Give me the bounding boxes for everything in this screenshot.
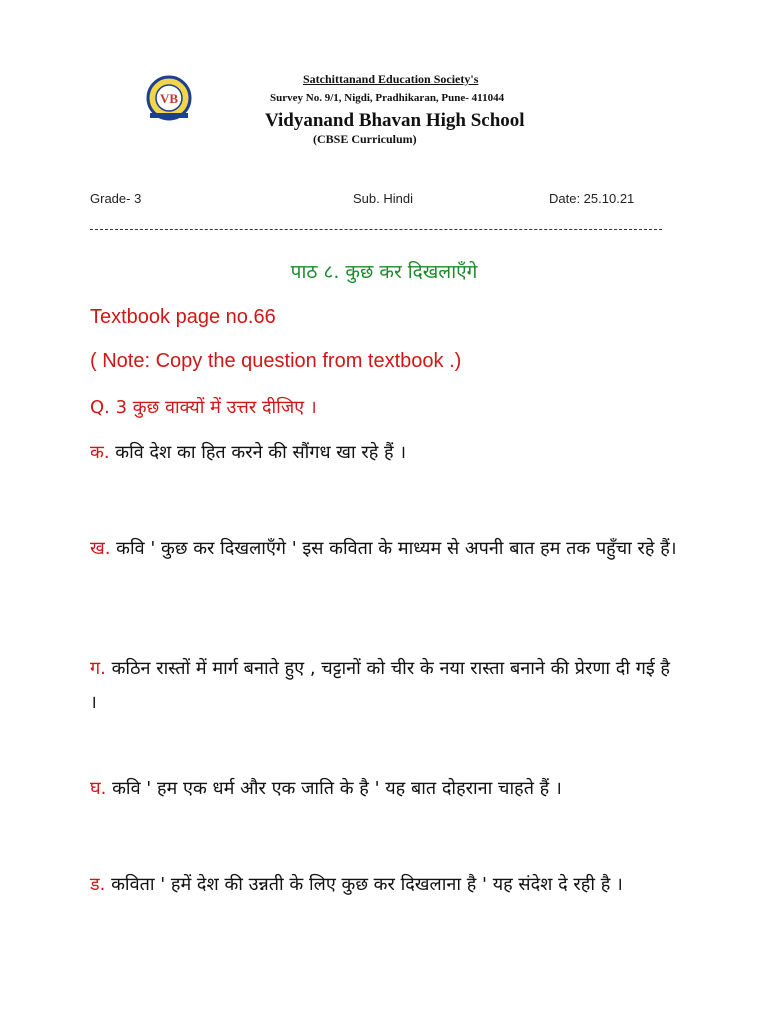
answer-gha — [90, 772, 680, 806]
answer-text: कठिन रास्तों में मार्ग बनाते हुए , चट्टानों को चीर के नया रास्ता बनाने की प्रेरणा दी गई है । — [90, 658, 670, 713]
logo-initials: VB — [159, 91, 179, 106]
answer-text: कवि ' कुछ कर दिखलाएँगे ' इस कविता के माध्यम से अपनी बात हम तक पहुँचा रहे हैं। — [110, 538, 677, 559]
question-heading: Q. 3 कुछ वाक्यों में उत्तर दीजिए । — [90, 397, 317, 418]
school-address: Survey No. 9/1, Nigdi, Pradhikaran, Pune- 411044 — [270, 92, 505, 104]
school-name: Vidyanand Bhavan High School — [265, 110, 525, 131]
textbook-reference: Textbook page no.66 — [90, 306, 276, 328]
answer-kha — [90, 532, 680, 566]
date-label: Date: 25.10.21 — [549, 191, 635, 206]
answer-marker: ख. — [90, 538, 111, 559]
school-logo-emblem — [138, 73, 200, 123]
dashed-divider — [90, 229, 662, 230]
subject-label: Sub. Hindi — [353, 191, 413, 206]
school-logo — [138, 73, 200, 123]
curriculum: (CBSE Curriculum) — [313, 132, 417, 146]
grade-label: Grade- 3 — [90, 191, 142, 206]
answer-marker: घ. — [90, 778, 107, 799]
answer-marker: ग. — [90, 658, 106, 679]
society-name: Satchittanand Education Society's — [303, 72, 479, 86]
copy-note: ( Note: Copy the question from textbook .) — [90, 350, 462, 372]
answer-text: कवि ' हम एक धर्म और एक जाति के है ' यह बात दोहराना चाहते हैं । — [106, 778, 562, 799]
answer-ga — [90, 652, 680, 720]
answer-ka — [90, 436, 680, 470]
answer-text: कविता ' हमें देश की उन्नती के लिए कुछ कर दिखलाना है ' यह संदेश दे रही है । — [105, 874, 623, 895]
answer-marker: ड. — [90, 874, 106, 895]
answer-text: कवि देश का हित करने की सौंगध खा रहे हैं । — [109, 442, 407, 463]
answer-da — [90, 868, 680, 902]
lesson-title: पाठ ८. कुछ कर दिखलाएँगे — [290, 261, 478, 283]
answer-marker: क. — [90, 442, 110, 463]
